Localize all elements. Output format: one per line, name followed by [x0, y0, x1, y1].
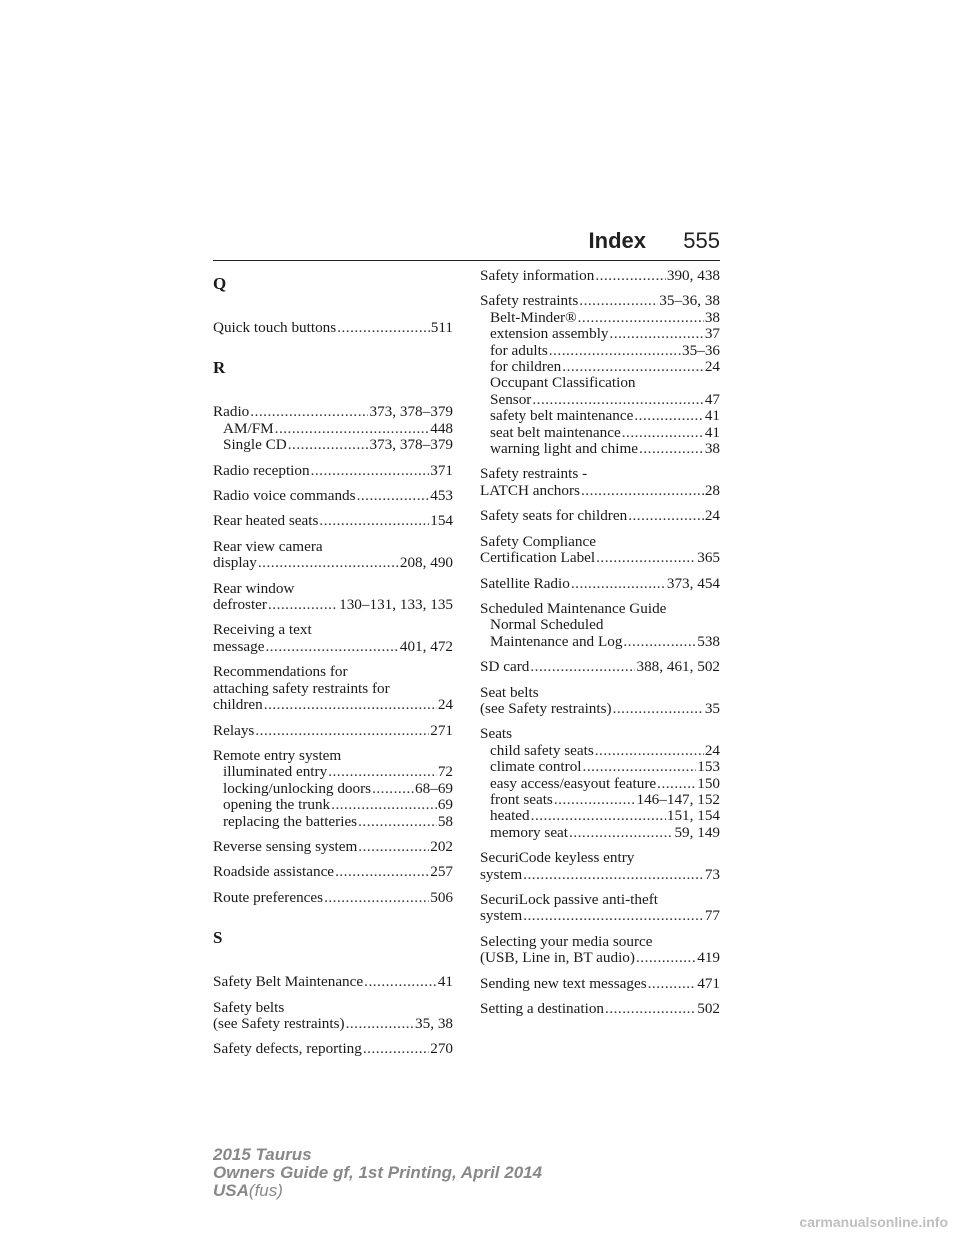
entry-pages: 73: [704, 865, 720, 883]
entry-label: Radio voice commands: [213, 487, 356, 505]
subentry-label: heated: [490, 807, 530, 825]
index-entry: [213, 539, 453, 572]
entry-label: attaching safety restraints for: [213, 679, 390, 697]
entry-label: Safety seats for children: [480, 507, 628, 525]
subentry-label: Sensor: [490, 390, 532, 408]
subentry-label: Normal Scheduled: [490, 616, 604, 634]
index-entry: [213, 723, 453, 739]
subentry-pages: 373, 378–379: [369, 436, 453, 454]
index-entry: [213, 839, 453, 855]
entry-pages: 401, 472: [399, 637, 453, 655]
index-entry: [213, 890, 453, 906]
index-entry: [213, 488, 453, 504]
subentry-pages: 38: [704, 440, 720, 458]
entry-label: Rear heated seats: [213, 512, 319, 530]
entry-label: (see Safety restraints): [480, 699, 612, 717]
subentry-pages: 146–147, 152: [636, 790, 720, 808]
subentry-pages: 38: [704, 308, 720, 326]
subentry-label: Maintenance and Log: [490, 632, 623, 650]
section-letter-s: S: [213, 928, 223, 948]
page-number: 555: [683, 228, 720, 253]
entry-label: Safety restraints -: [480, 465, 588, 483]
subentry-pages: 37: [704, 325, 720, 343]
subentry-label: opening the trunk: [223, 796, 331, 814]
index-column-left: [213, 268, 453, 1067]
entry-pages: 373, 454: [666, 574, 720, 592]
entry-label: Setting a destination: [480, 1000, 605, 1018]
index-entry: [480, 685, 720, 718]
subentry-pages: 153: [697, 758, 720, 776]
subentry-pages: 41: [704, 407, 720, 425]
subentry-pages: 24: [704, 358, 720, 376]
subentry-pages: 151, 154: [666, 807, 720, 825]
entry-pages: 471: [697, 974, 720, 992]
entry-pages: 419: [697, 949, 720, 967]
entry-label: Radio reception: [213, 461, 310, 479]
page-footer: [213, 1146, 542, 1200]
entry-label: LATCH anchors: [480, 481, 580, 499]
entry-label: Radio: [213, 403, 250, 421]
subentry-pages: 72: [437, 763, 453, 781]
entry-label: Roadside assistance: [213, 863, 335, 881]
entry-pages: 77: [704, 907, 720, 925]
index-entry: [213, 463, 453, 479]
entry-pages: 506: [430, 888, 453, 906]
subentry-label: safety belt maintenance: [490, 407, 634, 425]
entry-pages: 35–36, 38: [659, 292, 720, 310]
entry-label: Relays: [213, 721, 255, 739]
index-entry: [480, 576, 720, 592]
entry-pages: 453: [430, 487, 453, 505]
entry-label: Sending new text messages: [480, 974, 647, 992]
page-header: [213, 228, 720, 261]
entry-label: Rear window: [213, 579, 295, 597]
entry-label: Safety belts: [213, 998, 285, 1016]
watermark: carmanualsonline.info: [799, 1214, 948, 1230]
footer-region: [213, 1182, 542, 1200]
subentry-label: Belt-Minder®: [490, 308, 577, 326]
entry-label: SecuriCode keyless entry: [480, 849, 635, 867]
entry-label: Recommendations for: [213, 663, 348, 681]
entry-label: SD card: [480, 658, 530, 676]
index-entry: [213, 513, 453, 529]
entry-label: Selecting your media source: [480, 932, 653, 950]
footer-edition: Owners Guide gf, 1st Printing, April 2014: [213, 1163, 543, 1182]
entry-pages: 502: [697, 1000, 720, 1018]
entry-pages: 202: [430, 837, 453, 855]
subentry-pages: 150: [697, 774, 720, 792]
entry-label: Seat belts: [480, 683, 539, 701]
subentry-pages: 69: [437, 796, 453, 814]
entry-label: system: [480, 865, 523, 883]
entry-label: defroster: [213, 596, 267, 614]
entry-label: Scheduled Maintenance Guide: [480, 599, 667, 617]
entry-label: Remote entry system: [213, 746, 342, 764]
index-entry: [213, 664, 453, 713]
entry-pages: 511: [430, 319, 453, 336]
subentry-pages: 41: [704, 423, 720, 441]
subentry-pages: 68–69: [415, 779, 453, 797]
index-entry: [480, 976, 720, 992]
entry-pages: 154: [430, 512, 453, 530]
entry-pages: 24: [437, 696, 453, 714]
subentry-label: locking/unlocking doors: [223, 779, 372, 797]
section-letter-r: R: [213, 358, 226, 378]
subentry-label: Single CD: [223, 436, 287, 454]
index-entry: [480, 726, 720, 841]
index-entry: [480, 293, 720, 457]
subentry-label: Occupant Classification: [490, 374, 636, 392]
entry-label: Safety information: [480, 267, 595, 284]
entry-pages: 270: [430, 1040, 453, 1058]
subentry-pages: 35–36: [682, 341, 720, 359]
entry-label: Quick touch buttons: [213, 319, 337, 336]
entry-pages: 371: [430, 461, 453, 479]
entry-label: message: [213, 637, 265, 655]
entry-pages: 28: [704, 481, 720, 499]
index-entry: [213, 1041, 453, 1057]
entry-pages: 271: [430, 721, 453, 739]
index-entry: [213, 1000, 453, 1033]
index-entry: [213, 748, 453, 830]
entry-label: display: [213, 554, 257, 572]
subentry-label: for adults: [490, 341, 548, 359]
entry-pages: 130–131, 133, 135: [339, 596, 453, 614]
subentry-label: for children: [490, 358, 562, 376]
entry-pages: 373, 378–379: [369, 403, 453, 421]
entry-label: (USB, Line in, BT audio): [480, 949, 635, 967]
entry-label: Seats: [480, 725, 513, 743]
index-column-right: [480, 268, 720, 1026]
subentry-label: warning light and chime: [490, 440, 639, 458]
entry-label: Safety Compliance: [480, 532, 596, 550]
subentry-pages: 47: [704, 390, 720, 408]
index-entry: [213, 974, 453, 990]
page-title: Index: [588, 228, 646, 253]
entry-label: Reverse sensing system: [213, 837, 358, 855]
footer-model: 2015 Taurus: [213, 1145, 312, 1164]
entry-pages: 41: [437, 973, 453, 991]
index-entry: [480, 850, 720, 883]
entry-pages: 257: [430, 863, 453, 881]
index-entry: [480, 268, 720, 284]
entry-label: system: [480, 907, 523, 925]
entry-label: Rear view camera: [213, 537, 323, 555]
subentry-label: child safety seats: [490, 741, 594, 759]
entry-pages: 24: [704, 507, 720, 525]
entry-pages: 208, 490: [399, 554, 453, 572]
subentry-label: replacing the batteries: [223, 812, 358, 830]
index-entry: [480, 659, 720, 675]
index-entry: [480, 601, 720, 650]
index-entry: [480, 466, 720, 499]
entry-label: (see Safety restraints): [213, 1014, 345, 1032]
subentry-label: extension assembly: [490, 325, 609, 343]
index-entry: [480, 1001, 720, 1017]
entry-label: Safety restraints: [480, 292, 579, 310]
index-entry: [213, 404, 453, 453]
entry-pages: 35, 38: [415, 1014, 453, 1032]
entry-label: Certification Label: [480, 549, 596, 567]
index-entry: [213, 320, 453, 336]
index-entry: [480, 508, 720, 524]
subentry-pages: 59, 149: [674, 823, 720, 841]
index-entry: [213, 581, 453, 614]
entry-label: Safety Belt Maintenance: [213, 973, 364, 991]
footer-region-code: USA: [213, 1181, 249, 1200]
entry-pages: 35: [704, 699, 720, 717]
subentry-pages: 24: [704, 741, 720, 759]
subentry-label: easy access/easyout feature: [490, 774, 657, 792]
entry-label: SecuriLock passive anti-theft: [480, 891, 658, 908]
subentry-label: memory seat: [490, 823, 569, 841]
subentry-label: climate control: [490, 758, 582, 776]
entry-label: Safety defects, reporting: [213, 1040, 362, 1058]
entry-label: children: [213, 696, 263, 714]
entry-pages: 388, 461, 502: [636, 658, 720, 676]
entry-label: Route preferences: [213, 888, 324, 906]
section-letter-q: Q: [213, 274, 227, 293]
index-entry: [480, 934, 720, 967]
entry-pages: 365: [697, 549, 720, 567]
subentry-label: seat belt maintenance: [490, 423, 621, 441]
index-entry: [213, 864, 453, 880]
subentry-pages: 448: [430, 419, 453, 437]
subentry-pages: 538: [697, 632, 720, 650]
index-entry: [213, 622, 453, 655]
entry-label: Receiving a text: [213, 621, 312, 639]
subentry-label: front seats: [490, 790, 553, 808]
index-entry: [480, 892, 720, 925]
subentry-pages: 58: [437, 812, 453, 830]
entry-label: Satellite Radio: [480, 574, 570, 592]
index-entry: [480, 534, 720, 567]
footer-region-suffix: (fus): [248, 1181, 283, 1200]
entry-pages: 390, 438: [666, 267, 720, 284]
subentry-label: AM/FM: [223, 419, 274, 437]
subentry-label: illuminated entry: [223, 763, 328, 781]
